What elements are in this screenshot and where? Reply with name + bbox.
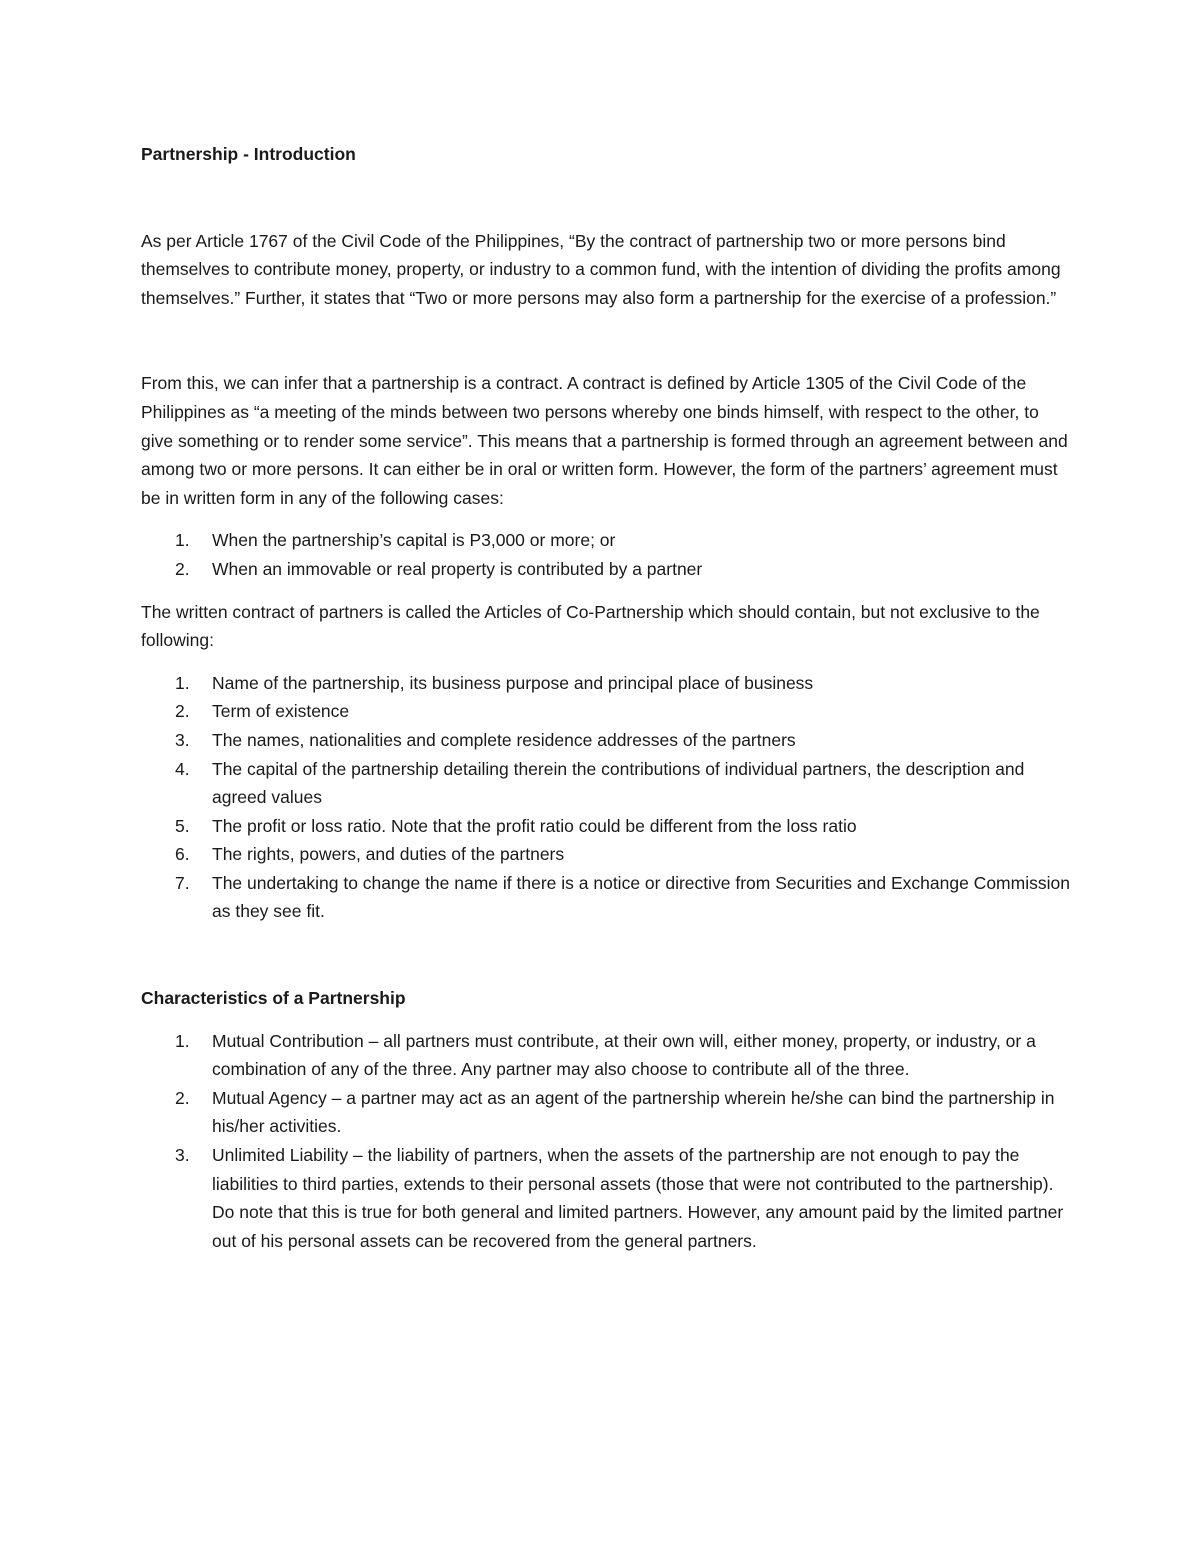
list-number: 2. bbox=[175, 701, 190, 722]
list-number: 1. bbox=[175, 530, 190, 551]
list-number: 4. bbox=[175, 758, 190, 779]
list-item-text: The names, nationalities and complete residence addresses of the partners bbox=[212, 729, 796, 750]
list-item bbox=[141, 840, 1071, 869]
list-number: 2. bbox=[175, 1087, 190, 1108]
paragraph-article-1767: As per Article 1767 of the Civil Code of the Philippines, “By the contract of partnership two or more persons bind themselves to contribute money, property, or industry to a common fund, with the intention of dividing the profits among themselves.” Further, it states that “Two or more persons may also form a partnership for the exercise of a profession.” bbox=[141, 230, 1061, 308]
list-number: 7. bbox=[175, 872, 190, 893]
list-item bbox=[141, 812, 1071, 841]
list-item bbox=[141, 755, 1071, 812]
list-item bbox=[141, 869, 1071, 926]
list-item-text: The undertaking to change the name if there is a notice or directive from Securities and Exchange Commission as they see fit. bbox=[212, 872, 1070, 922]
list-item-text: Unlimited Liability – the liability of partners, when the assets of the partnership are not enough to pay the liabilities to third parties, extends to their personal assets (those that were not contributed to the partnership). Do note that this is true for both general and limited partners. However, any amount paid by the limited partner out of his personal assets can be recovered from the general partners. bbox=[212, 1145, 1064, 1251]
list-item bbox=[141, 526, 1071, 555]
list-number: 3. bbox=[175, 1145, 190, 1166]
list-item-text: The capital of the partnership detailing therein the contributions of individual partners, the description and agreed values bbox=[212, 758, 1025, 808]
list-number: 1. bbox=[175, 672, 190, 693]
list-number: 3. bbox=[175, 729, 190, 750]
list-item-text: Term of existence bbox=[212, 701, 350, 722]
section-title-characteristics: Characteristics of a Partnership bbox=[141, 988, 406, 1009]
list-item bbox=[141, 697, 1071, 726]
list-number: 5. bbox=[175, 815, 190, 836]
list-item-text: The profit or loss ratio. Note that the profit ratio could be different from the loss ratio bbox=[212, 815, 857, 836]
list-item-text: Mutual Contribution – all partners must contribute, at their own will, either money, property, or industry, or a combination of any of the three. Any partner may also choose to contribute all of the three. bbox=[212, 1030, 1036, 1080]
list-number: 2. bbox=[175, 558, 190, 579]
list-number: 1. bbox=[175, 1030, 190, 1051]
list-item bbox=[141, 669, 1071, 698]
articles-contents-list bbox=[141, 669, 1071, 926]
list-item bbox=[141, 1027, 1071, 1084]
list-item bbox=[141, 726, 1071, 755]
list-number: 6. bbox=[175, 844, 190, 865]
document-page bbox=[141, 140, 1071, 1255]
paragraph-articles-of-copartnership: The written contract of partners is called the Articles of Co-Partnership which should contain, but not exclusive to the following: bbox=[141, 601, 1040, 651]
list-item bbox=[141, 555, 1071, 584]
paragraph-contract-definition: From this, we can infer that a partnership is a contract. A contract is defined by Article 1305 of the Civil Code of the Philippines as “a meeting of the minds between two persons whereby one binds himself, with respect to the other, to give something or to render some service”. This means that a partnership is formed through an agreement between and among two or more persons. It can either be in oral or written form. However, the form of the partners’ agreement must be in written form in any of the following cases: bbox=[141, 373, 1068, 508]
characteristics-list bbox=[141, 1027, 1071, 1256]
list-item-text: When an immovable or real property is contributed by a partner bbox=[212, 558, 703, 579]
list-item-text: Mutual Agency – a partner may act as an agent of the partnership wherein he/she can bind the partnership in his/her activities. bbox=[212, 1087, 1055, 1137]
list-item-text: Name of the partnership, its business purpose and principal place of business bbox=[212, 672, 814, 693]
list-item-text: When the partnership’s capital is P3,000 or more; or bbox=[212, 530, 616, 551]
list-item-text: The rights, powers, and duties of the partners bbox=[212, 844, 565, 865]
list-item bbox=[141, 1084, 1071, 1141]
section-title-introduction: Partnership - Introduction bbox=[141, 144, 356, 164]
list-item bbox=[141, 1141, 1071, 1255]
written-form-cases-list bbox=[141, 526, 1071, 583]
